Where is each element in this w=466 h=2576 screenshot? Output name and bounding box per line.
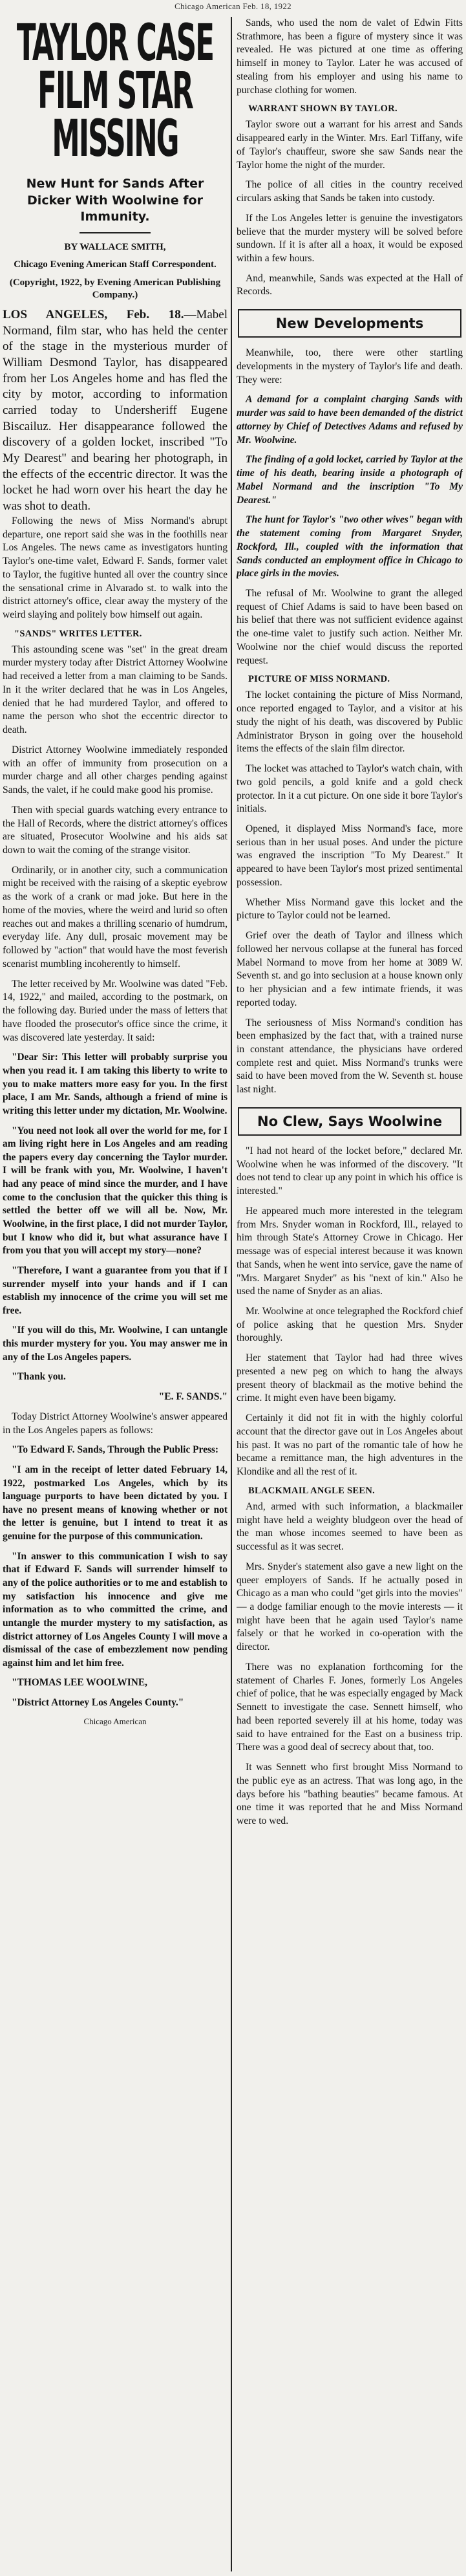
body-paragraph: And, armed with such information, a blackmailer might have held a weighty bludgeon over the head of the man whose incomes seemed to have been as successful as it was secret. xyxy=(237,1500,463,1553)
lead-text: —Mabel Normand, film star, who has held the center of the stage in the mysterious murder of William Desmond Taylor, has disappeared from her Los Angeles home and has fled the city by motor, according to information carried today to Undersheriff Eugene Biscailuz. Her disappearance followed the discovery of a golden locket, inscribed "To My Dearest" and bearing her photograph, in the effects of the eccentric director. It was the locket he had worn over his heart the day he was shot to death. xyxy=(3,307,228,514)
reply-paragraph: "I am in the receipt of letter dated February 14, 1922, postmarked Los Angeles, which by its language purports to have been dictated by you. I have no present means of knowing whether or not the letter is genuine, but I intend to treat it as genuine for the purpose of this communication. xyxy=(3,1464,228,1542)
box-new-developments: New Developments xyxy=(238,309,461,338)
development-item: The finding of a gold locket, carried by Taylor at the time of his death, bearing inside a photograph of Mabel Normand and the inscription "To My Dearest." xyxy=(237,454,463,506)
reply-paragraph: "District Attorney Los Angeles County." xyxy=(12,1697,184,1709)
woolwine-reply xyxy=(3,1444,228,1710)
body-paragraph: Mr. Woolwine at once telegraphed the Rockford chief of police asking that he question Mrs. Snyder thoroughly. xyxy=(237,1306,463,1344)
reply-paragraph: "To Edward F. Sands, Through the Public Press: xyxy=(12,1444,219,1456)
headline-line-3: MISSING xyxy=(52,110,178,168)
body-paragraph: The locket containing the picture of Miss Normand, once reported engaged to Taylor, and a visitor at his study the night of his death, was discovered by Public Administrator Bryson in going over the household items the effects of the slain film director. xyxy=(237,689,463,755)
right-paragraphs-2 xyxy=(237,118,463,299)
byline-copyright: (Copyright, 1922, by Evening American Publishing Company.) xyxy=(9,277,221,301)
body-paragraph: District Attorney Woolwine immediately responded with an offer of immunity from prosecution on a murder charge and all other charges pending against Sands, the valet, if he could make good his promise. xyxy=(3,744,228,796)
reply-paragraph: "THOMAS LEE WOOLWINE, xyxy=(12,1677,147,1689)
body-paragraph: There was no explanation forthcoming for the statement of Charles F. Jones, formerly Los Angeles chief of police, that he was especially engaged by Mack Sennett to investigate the case. Sennett himself, who had been reported severely ill at his home, today was said to have entrained for the East on a business trip. There was a good deal of secrecy about that, too. xyxy=(237,1661,463,1753)
body-paragraph: Then with special guards watching every entrance to the Hall of Records, where the district attorney's offices are situated, Prosecutor Woolwine and his aids sat down to wait the coming of the strange visitor. xyxy=(3,804,228,856)
box-no-clew: No Clew, Says Woolwine xyxy=(238,1107,461,1136)
left-column xyxy=(3,17,228,2573)
body-paragraph: Following the news of Miss Normand's abrupt departure, one report said she was in the foothills near Los Angeles. The news came as investigators hunting Taylor's one-time valet, Edward F. Sands, former valet to Taylor, the fugitive hunted all over the country since the sensational crime in Alvarado st. to walk into the district attorney's office, clear away the mystery of the weird slaying and politely bow himself out again. xyxy=(3,515,228,620)
body-paragraph: Her statement that Taylor had had three wives presented a new peg on which to hang the always present theory of blackmail as the motive behind the crime. It might even have been bigamy. xyxy=(237,1352,463,1404)
right-paragraphs-7 xyxy=(237,1500,463,1828)
letter-paragraph: "Dear Sir: This letter will probably surprise you when you read it. I am taking this liberty to write to you to make matters more easy for you. In the first place, I am Mr. Sands, although a friend of mine is writing this letter under my dictation, Mr. Woolwine. xyxy=(3,1052,228,1116)
byline-affiliation: Chicago Evening American Staff Correspondent. xyxy=(14,259,217,270)
body-paragraph: The locket was attached to Taylor's watch chain, with two gold pencils, a gold knife and a gold check protector. In it a cut picture. On one side it bore Taylor's initials. xyxy=(237,763,463,815)
sands-letter xyxy=(3,1051,228,1384)
body-paragraph: Opened, it displayed Miss Normand's face, more serious than in her usual poses. And under the picture was engraved the inscription "To My Dearest." It appeared to have been Taylor's most prized sentimental possession. xyxy=(237,823,463,888)
body-paragraph: Meanwhile, too, there were other startling developments in the mystery of Taylor's life and death. They were: xyxy=(237,347,463,385)
body-paragraph: "I had not heard of the locket before," declared Mr. Woolwine when he was informed of the discovery. "It does not tend to clear up any point in which his office is interested." xyxy=(237,1145,463,1197)
right-paragraphs xyxy=(237,17,463,97)
right-paragraphs-5 xyxy=(237,689,463,1097)
headline-line-1: TAYLOR CASE xyxy=(16,17,214,72)
byline-author: BY WALLACE SMITH, xyxy=(64,241,166,252)
right-paragraphs-4 xyxy=(237,587,463,667)
body-paragraph: The refusal of Mr. Woolwine to grant the alleged request of Chief Adams is said to have been based on his belief that there was not sufficient evidence against the one-time valet to justify such action. Neither Mr. Woolwine nor the chief would discuss the reported request. xyxy=(237,587,463,666)
lead-paragraph xyxy=(3,307,228,515)
developments-list xyxy=(237,393,463,581)
headline xyxy=(3,17,228,168)
body-paragraph: Sands, who used the nom de valet of Edwin Fitts Strathmore, has been a figure of mystery since it was revealed. He was pictured at one time as offering himself in money to Taylor. Later he was accused of stealing from his employer and using his name to purchase clothing for women. xyxy=(237,17,463,96)
body-paragraph: He appeared much more interested in the telegram from Mrs. Snyder woman in Rockford, Ill., relayed to him through State's Attorney Crowe in Chicago. Her message was of especial interest because it was known that Sands, when he went into service, gave the name of "Mrs. Margaret Snyder" as his "next of kin." Also he used the name of Snyder as an alias. xyxy=(237,1205,463,1297)
right-column xyxy=(237,17,463,2573)
right-paragraphs-3 xyxy=(237,347,463,387)
letter-signature: "E. F. SANDS." xyxy=(158,1391,228,1403)
letter-paragraph: "If you will do this, Mr. Woolwine, I can untangle this murder mystery for you. You may answer me in any of the Los Angeles papers. xyxy=(3,1325,228,1363)
letter-paragraph: "You need not look all over the world for me, for I am living right here in Los Angeles and am reading the papers every day concerning the Taylor murder. I will be frank with you, Mr. Woolwine, I haven't had any peace of mind since the murder, and I have come to the conclusion that the quicker this thing is settled the better off we will all be. Now, Mr. Woolwine, in the first place, I did not murder Taylor, but I know who did it, but what assurance have I from you that you will accept my story—none? xyxy=(3,1125,228,1257)
development-item: The hunt for Taylor's "two other wives" began with the statement coming from Margaret Snyder, Rockford, Ill., coupled with the information that Sands conducted an employment office in Chicago to place girls in the movies. xyxy=(237,514,463,579)
body-paragraph: The police of all cities in the country received circulars asking that Sands be taken into custody. xyxy=(237,179,463,204)
reply-intro: Today District Attorney Woolwine's answer appeared in the Los Angeles papers as follows: xyxy=(3,1411,228,1436)
letter-paragraph: "Therefore, I want a guarantee from you that if I surrender myself into your hands and if I can establish my innocence of the crime you will set me free. xyxy=(3,1264,228,1316)
headline-line-2: FILM STAR xyxy=(37,62,193,120)
dateline: LOS ANGELES, Feb. 18. xyxy=(3,307,184,321)
body-paragraph: Mrs. Snyder's statement also gave a new light on the queer employers of Sands. If he actually posed in Chicago as a man who could "get girls into the movies" — a dodge familiar enough to the movie interests — it might have been that he again used Taylor's name falsely or that he worked in co-operation with the director. xyxy=(237,1561,463,1653)
masthead: Chicago American Feb. 18, 1922 xyxy=(175,1,291,11)
body-paragraph: The seriousness of Miss Normand's condition has been emphasized by the fact that, with a trained nurse in constant attendance, the physicians have ordered complete rest and quiet. Miss Normand's trunks were said to have been moved from the W. Seventh st. house last night. xyxy=(237,1017,463,1096)
body-paragraph: It was Sennett who first brought Miss Normand to the public eye as an actress. That was long ago, in the days before his "bathing beauties" became famous. At one time it was reported that he and Miss Normand were to wed. xyxy=(237,1762,463,1826)
column-rule xyxy=(231,17,232,2571)
body-paragraph: Taylor swore out a warrant for his arrest and Sands disappeared early in the Winter. Mrs. Earl Tiffany, wife of Taylor's chauffeur, swore she saw Sands near the Taylor home the night of the murder. xyxy=(237,119,463,171)
left-paragraphs xyxy=(3,515,228,622)
footnote: Chicago American xyxy=(83,1716,147,1726)
left-paragraphs-2 xyxy=(3,644,228,1045)
letter-paragraph: "Thank you. xyxy=(12,1371,66,1383)
body-paragraph: Ordinarily, or in another city, such a communication might be received with the raising of a skeptic eyebrow as the work of a crank or mad joke. But here in the home of the movies, where the weird and lurid so often reaches out and makes a thrilling scenario of humdrum, everyday life. Any dull, prosaic movement may be followed by "action" that would have the most feverish scenarist mumbling incoherently to himself. xyxy=(3,864,228,969)
subhead-warrant: WARRANT SHOWN BY TAYLOR. xyxy=(248,103,397,114)
subhead-sands-letter: "SANDS" WRITES LETTER. xyxy=(14,628,142,639)
divider xyxy=(79,232,151,233)
body-paragraph: Grief over the death of Taylor and illness which followed her nervous collapse at the funeral has forced Mabel Normand to move from her home at 3089 W. Seventh st. and go into seclusion at a house known only to her physician and a few intimate friends, it was reported today. xyxy=(237,930,463,1008)
body-paragraph: If the Los Angeles letter is genuine the investigators believe that the murder mystery will be solved before sundown. If it is after all a hoax, it would be exposed within a few hours. xyxy=(237,212,463,265)
reply-paragraph: "In answer to this communication I wish to say that if Edward F. Sands will surrender himself to any of the police authorities or to me and establish to my satisfaction his innocence and give me information as to who committed the crime, and untangle the murder mystery to my satisfaction, as district attorney of Los Angeles County I will move a dismissal of the case of embezzlement now pending against him and let him free. xyxy=(3,1550,228,1669)
body-paragraph: Whether Miss Normand gave this locket and the picture to Taylor could not be learned. xyxy=(237,896,463,922)
subhead-blackmail: BLACKMAIL ANGLE SEEN. xyxy=(248,1485,376,1496)
body-paragraph: Certainly it did not fit in with the highly colorful account that the director gave out in Los Angeles about his past. It was no part of the romantic tale of how he became a remittance man, the high adventures in the Klondike and all the rest of it. xyxy=(237,1412,463,1478)
development-item: A demand for a complaint charging Sands with murder was said to have been demanded of the district attorney by Chief of Detectives Adams and refused by Mr. Woolwine. xyxy=(237,394,463,446)
subhead-picture: PICTURE OF MISS NORMAND. xyxy=(248,674,390,685)
right-paragraphs-6 xyxy=(237,1145,463,1479)
body-paragraph: The letter received by Mr. Woolwine was dated "Feb. 14, 1922," and mailed, according to the postmark, on the following day. Buried under the mass of letters that have flooded the prosecutor's office since the crime, it was discovered late yesterday. It said: xyxy=(3,978,228,1043)
headline-deck: New Hunt for Sands After Dicker With Woolwine for Immunity. xyxy=(26,177,204,224)
body-paragraph: And, meanwhile, Sands was expected at the Hall of Records. xyxy=(237,272,463,298)
body-paragraph: This astounding scene was "set" in the great dream murder mystery today after District Attorney Woolwine had received a letter from a man claiming to be Sands. In it the writer declared that he was in Los Angeles, denied that he had murdered Taylor, and offered to name the person who shot the eccentric director to death. xyxy=(3,644,228,736)
